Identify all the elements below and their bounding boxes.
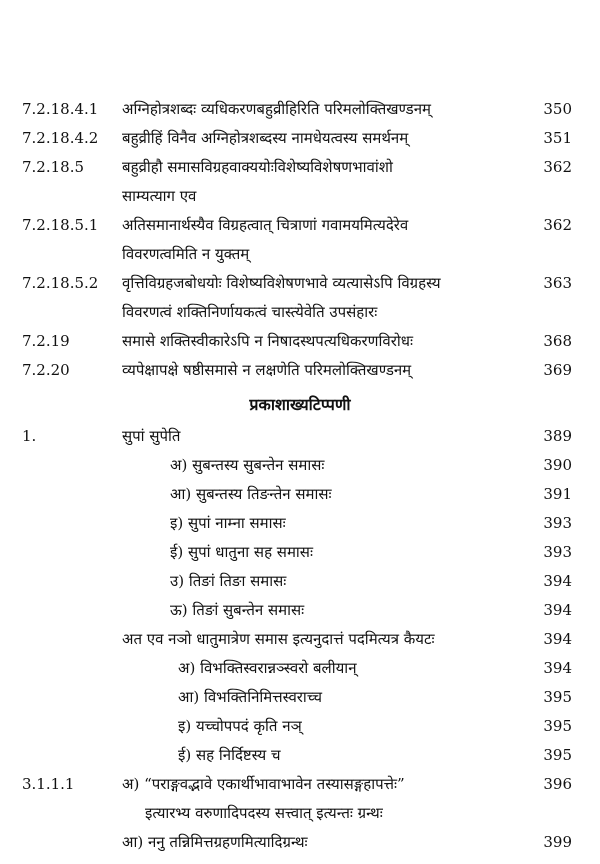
entry-title: सुपां सुपेति	[122, 427, 181, 445]
section-heading: प्रकाशाख्यटिप्पणी	[249, 395, 351, 414]
toc-row	[0, 273, 600, 301]
page-number: 394	[543, 630, 572, 648]
page-number: 394	[543, 659, 572, 677]
entry-title: विवरणत्वमिति न युक्तम्	[122, 245, 250, 263]
toc-subrow	[0, 745, 600, 773]
toc-row	[0, 426, 600, 454]
entry-title: बहुव्रीहौ समासविग्रहवाक्ययोःविशेष्यविशेषणभावांशो	[122, 158, 393, 176]
section-number: 7.2.18.5.1	[22, 216, 99, 234]
page-number: 362	[543, 216, 572, 234]
page-number: 390	[543, 456, 572, 474]
section-number: 7.2.18.5	[22, 158, 85, 176]
toc-row	[0, 215, 600, 243]
section-number: 3.1.1.1	[22, 775, 75, 793]
toc-subrow	[0, 600, 600, 628]
section-number: 7.2.19	[22, 332, 70, 350]
entry-title: समासे शक्तिस्वीकारेऽपि न निषादस्थपत्यधिकरणविरोधः	[122, 332, 413, 350]
page-number: 395	[543, 688, 572, 706]
toc-subrow	[0, 716, 600, 744]
entry-title: इत्यारभ्य वरुणादिपदस्य सत्त्वात् इत्यन्तः ग्रन्थः	[145, 804, 383, 822]
page-number: 351	[543, 129, 572, 147]
toc-subrow	[0, 571, 600, 599]
toc-subrow	[0, 513, 600, 541]
toc-subrow	[0, 542, 600, 570]
section-number: 7.2.18.4.1	[22, 100, 99, 118]
section-number: 7.2.18.4.2	[22, 129, 99, 147]
entry-title: विवरणत्वं शक्तिनिर्णायकत्वं चास्त्येवेति उपसंहारः	[122, 303, 378, 321]
entry-title: अ) विभक्तिस्वरान्नञ्स्वरो बलीयान्	[178, 659, 357, 677]
entry-title: अतिसमानार्थस्यैव विग्रहत्वात् चित्राणां गवामयमित्यदेरेव	[122, 216, 409, 234]
page-number: 393	[543, 543, 572, 561]
page-number: 395	[543, 746, 572, 764]
toc-subrow	[0, 658, 600, 686]
toc-row	[0, 774, 600, 802]
page-number: 350	[543, 100, 572, 118]
page-number: 395	[543, 717, 572, 735]
entry-title: बहुव्रीहिं विनैव अग्निहोत्रशब्दस्य नामधेयत्वस्य समर्थनम्	[122, 129, 409, 147]
page-number: 369	[543, 361, 572, 379]
entry-title: अग्निहोत्रशब्दः व्यधिकरणबहुव्रीहिरिति परिमलोक्तिखण्डनम्	[122, 100, 431, 118]
page-number: 368	[543, 332, 572, 350]
toc-row-continuation	[0, 803, 600, 831]
page-number: 396	[543, 775, 572, 793]
toc-subrow	[0, 484, 600, 512]
toc-row	[0, 832, 600, 860]
toc-row	[0, 629, 600, 657]
page-number: 393	[543, 514, 572, 532]
entry-title: वृत्तिविग्रहजबोधयोः विशेष्यविशेषणभावे व्यत्यासेऽपि विग्रहस्य	[122, 274, 441, 292]
entry-title: अ) सुबन्तस्य सुबन्तेन समासः	[170, 456, 325, 474]
entry-title: आ) ननु तन्निमित्तग्रहणमित्यादिग्रन्थः	[122, 833, 308, 851]
toc-row	[0, 128, 600, 156]
entry-title: इ) सुपां नाम्ना समासः	[170, 514, 286, 532]
page-number: 391	[543, 485, 572, 503]
page-number: 363	[543, 274, 572, 292]
section-number: 7.2.18.5.2	[22, 274, 99, 292]
page-number: 394	[543, 601, 572, 619]
entry-title: ई) सह निर्दिष्टस्य च	[178, 746, 281, 764]
entry-title: ई) सुपां धातुना सह समासः	[170, 543, 313, 561]
entry-title: ऊ) तिङां सुबन्तेन समासः	[170, 601, 305, 619]
entry-title: अ) “पराङ्गवद्भावे एकार्थीभावाभावेन तस्यासङ्गहापत्तेः”	[122, 775, 405, 793]
toc-subrow	[0, 687, 600, 715]
entry-title: इ) यच्चोपपदं कृति नञ्	[178, 717, 302, 735]
toc-row	[0, 331, 600, 359]
toc-row	[0, 157, 600, 185]
section-number: 7.2.20	[22, 361, 70, 379]
page-number: 362	[543, 158, 572, 176]
toc-row	[0, 99, 600, 127]
page-number: 389	[543, 427, 572, 445]
page-number: 399	[543, 833, 572, 851]
entry-title: साम्यत्याग एव	[122, 187, 197, 205]
page-number: 394	[543, 572, 572, 590]
entry-title: उ) तिङां तिङा समासः	[170, 572, 287, 590]
section-number: 1.	[22, 427, 37, 445]
toc-subrow	[0, 455, 600, 483]
entry-title: व्यपेक्षापक्षे षष्ठीसमासे न लक्षणेति परिमलोक्तिखण्डनम्	[122, 361, 412, 379]
toc-row-continuation	[0, 302, 600, 330]
entry-title: आ) सुबन्तस्य तिङन्तेन समासः	[170, 485, 332, 503]
toc-row	[0, 360, 600, 388]
entry-title: अत एव नञो धातुमात्रेण समास इत्यनुदात्तं पदमित्यत्र कैयटः	[122, 630, 435, 648]
entry-title: आ) विभक्तिनिमित्तस्वराच्च	[178, 688, 323, 706]
toc-row-continuation	[0, 244, 600, 272]
toc-row-continuation	[0, 186, 600, 214]
